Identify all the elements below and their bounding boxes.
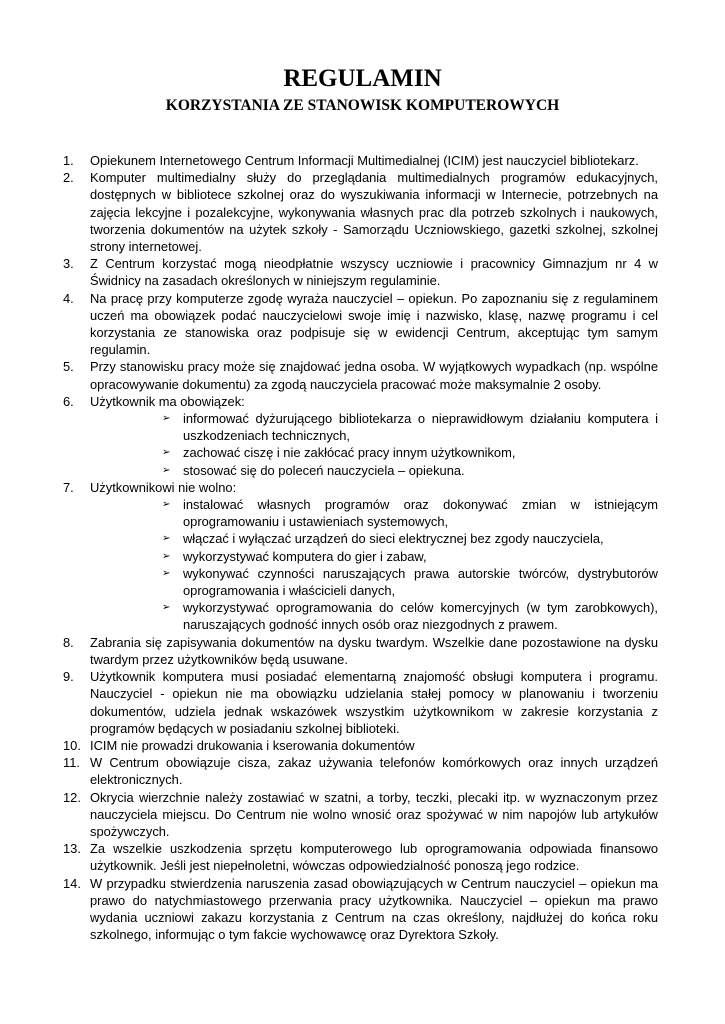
rule-item [63, 255, 658, 289]
sub-item-text: zachować ciszę i nie zakłócać pracy innym użytkownikom, [183, 445, 516, 461]
arrowhead-bullet-icon: ➢ [162, 464, 171, 476]
rule-text: W Centrum obowiązuje cisza, zakaz używania telefonów komórkowych oraz innych urządzeń elektronicznych. [90, 755, 658, 788]
sub-item [156, 410, 658, 444]
rule-number: 8. [63, 634, 74, 650]
sub-item [156, 496, 658, 530]
sub-item-text: stosować się do poleceń nauczyciela – opiekuna. [183, 462, 465, 478]
rules-content [63, 152, 658, 943]
rule-item [63, 737, 658, 754]
rule-item [63, 152, 658, 169]
rule-text: Za wszelkie uszkodzenia sprzętu komputerowego lub oprogramowania odpowiada finansowo użytkownik. Jeśli jest niepełnoletni, wówczas odpowiedzialność ponoszą jego rodzice. [90, 841, 658, 874]
rule-text: Użytkownikowi nie wolno: [90, 479, 237, 495]
rule-number: 4. [63, 290, 74, 306]
rule-text: Na pracę przy komputerze zgodę wyraża nauczyciel – opiekun. Po zapoznaniu się z regulaminem uczeń ma obowiązek podać nauczycielowi swoje imię i nazwisko, klasę, nazwę programu i cel korzystania ze stanowiska oraz podpisuje się w ewidencji Centrum, akceptując tym samym regulamin. [90, 290, 658, 358]
rule-number: 13. [63, 841, 81, 857]
rule-item [63, 169, 658, 255]
rule-number: 5. [63, 359, 74, 375]
rule-sublist [90, 410, 658, 479]
sub-item [156, 530, 658, 547]
rule-item [63, 754, 658, 788]
rule-text: W przypadku stwierdzenia naruszenia zasad obowiązujących w Centrum nauczyciel – opiekun ma prawo do natychmiastowego przerwania pracy użytkownika. Nauczyciel – opiekun ma prawo wydania uczniowi zakazu korzystania z Centrum na czas określony, najdłużej do końca roku szkolnego, informując o tym fakcie wychowawcę oraz Dyrektora Szkoły. [90, 875, 658, 943]
rule-item [63, 358, 658, 392]
rule-text: Zabrania się zapisywania dokumentów na dysku twardym. Wszelkie dane pozostawione na dysku twardym przez użytkowników będą usuwane. [90, 634, 658, 667]
sub-item [156, 548, 658, 565]
rule-item [63, 789, 658, 841]
sub-item-text: wykorzystywać komputera do gier i zabaw, [183, 548, 427, 564]
sub-item [156, 599, 658, 633]
sub-item [156, 565, 658, 599]
rule-item [63, 668, 658, 737]
sub-item-text: instalować własnych programów oraz dokonywać zmian w istniejącym oprogramowaniu i ustawieniach systemowych, [183, 497, 658, 530]
rule-number: 7. [63, 479, 74, 495]
arrowhead-bullet-icon: ➢ [162, 550, 171, 562]
document-title: REGULAMIN [283, 65, 442, 92]
arrowhead-bullet-icon: ➢ [162, 533, 171, 545]
arrowhead-bullet-icon: ➢ [162, 413, 171, 425]
rule-number: 1. [63, 153, 74, 168]
rule-text: Okrycia wierzchnie należy zostawiać w szatni, a torby, teczki, plecaki itp. w wyznaczonym przez nauczyciela miejscu. Do Centrum nie wolno wnosić oraz spożywać w nim napojów lub artykułów spożywczych. [90, 789, 658, 839]
rule-text: Przy stanowisku pracy może się znajdować jedna osoba. W wyjątkowych wypadkach (np. wspólne opracowywanie dokumentu) za zgodą nauczyciela pracować może maksymalnie 2 osoby. [90, 359, 658, 392]
rule-text: Użytkownik ma obowiązek: [90, 393, 245, 409]
rule-number: 6. [63, 393, 74, 409]
rule-number: 10. [63, 737, 81, 753]
rule-item [63, 393, 658, 479]
rule-item [63, 840, 658, 874]
sub-item [156, 444, 658, 461]
sub-item-text: włączać i wyłączać urządzeń do sieci elektrycznej bez zgody nauczyciela, [183, 531, 604, 547]
rule-item [63, 634, 658, 668]
rule-text: Z Centrum korzystać mogą nieodpłatnie wszyscy uczniowie i pracownicy Gimnazjum nr 4 w Świdnicy na zasadach określonych w niniejszym regulaminie. [90, 256, 658, 289]
rule-text: Opiekunem Internetowego Centrum Informacji Multimedialnej (ICIM) jest nauczyciel bibliotekarz. [90, 153, 639, 168]
rule-text: ICIM nie prowadzi drukowania i kserowania dokumentów [90, 737, 415, 753]
arrowhead-bullet-icon: ➢ [162, 602, 171, 614]
rule-item [63, 290, 658, 359]
rule-item [63, 479, 658, 634]
rules-list [63, 152, 658, 943]
rule-item [63, 875, 658, 944]
sub-item-text: wykorzystywać oprogramowania do celów komercyjnych (w tym zarobkowych), naruszających godność innych osób oraz niezgodnych z prawem. [183, 600, 658, 633]
sub-item-text: wykonywać czynności naruszających prawa autorskie twórców, dystrybutorów oprogramowania i właścicieli danych, [183, 565, 658, 599]
sub-item [156, 462, 658, 479]
rule-number: 14. [63, 875, 81, 891]
sub-item-text: informować dyżurującego bibliotekarza o nieprawidłowym działaniu komputera i uszkodzeniach technicznych, [183, 411, 658, 444]
rule-sublist [90, 496, 658, 634]
rule-text: Komputer multimedialny służy do przeglądania multimedialnych programów edukacyjnych, dostępnych w bibliotece szkolnej oraz do wyszukiwania informacji w Internecie, potrzebnych na zajęcia lekcyjne i pozalekcyjne, wykonywania własnych prac dla potrzeb szkolnych i naukowych, tworzenia dokumentów na użytek szkoły - Samorządu Uczniowskiego, gazetki szkolnej, szkolnej strony internetowej. [90, 170, 658, 255]
rule-number: 12. [63, 789, 81, 805]
rule-number: 9. [63, 669, 74, 685]
document-subtitle: KORZYSTANIA ZE STANOWISK KOMPUTEROWYCH [165, 97, 560, 114]
rule-number: 11. [63, 755, 80, 771]
rule-text: Użytkownik komputera musi posiadać elementarną znajomość obsługi komputera i programu. Nauczyciel - opiekun nie ma obowiązku udzielania stałej pomocy w planowaniu i tworzeniu dokumentów, udziela jednak wskazówek wszystkim użytkownikom w zakresie korzystania z programów będących w posiadaniu szkolnej biblioteki. [90, 669, 658, 736]
arrowhead-bullet-icon: ➢ [162, 499, 171, 511]
rule-number: 3. [63, 256, 74, 272]
rule-number: 2. [63, 170, 74, 186]
arrowhead-bullet-icon: ➢ [162, 447, 171, 459]
arrowhead-bullet-icon: ➢ [162, 567, 171, 579]
